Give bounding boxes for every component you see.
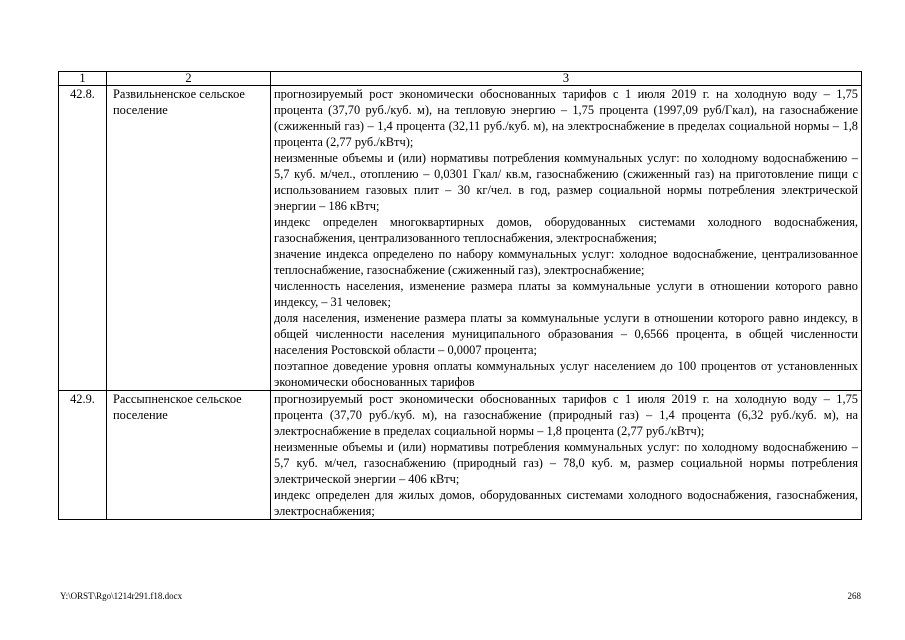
settlement-name: Рассыпненское сельское поселение [107,391,271,520]
row-number: 42.8. [59,86,107,391]
row-description [271,391,862,520]
column-header: 2 [107,72,271,86]
description-paragraph: доля населения, изменение размера платы за коммунальные услуги в отношении которого равно индексу, в общей численности населения муниципального образования – 0,6566 процента, в общей численности населения Ростовской области – 0,0007 процента; [274,311,858,357]
tariff-table [58,71,862,520]
table-row [59,391,862,520]
description-paragraph: численность населения, изменение размера платы за коммунальные услуги в отношении которого равно индексу, – 31 человек; [274,279,858,309]
settlement-name: Развильненское сельское поселение [107,86,271,391]
footer-file-path: Y:\ORST\Rgo\1214r291.f18.docx [60,591,183,601]
description-paragraph: неизменные объемы и (или) нормативы потребления коммунальных услуг: по холодному водоснабжению – 5,7 куб. м/чел., отоплению – 0,0301 Гкал/ кв.м, газоснабжению (сжиженный газ) на приготовление пищи с использованием газовых плит – 30 кг/чел. в год, размер социальной нормы потребления электрической энергии – 186 кВтч; [274,151,858,213]
description-paragraph: поэтапное доведение уровня оплаты коммунальных услуг населением до 100 процентов от установленных экономически обоснованных тарифов [274,359,858,389]
page-number: 268 [847,591,861,601]
description-paragraph: прогнозируемый рост экономически обоснованных тарифов с 1 июля 2019 г. на холодную воду – 1,75 процента (37,70 руб./куб. м), на газоснабжение (природный газ) – 1,4 процента (6,32 руб./куб. м), на электроснабжение в пределах социальной нормы – 1,8 процента (2,77 руб./кВтч); [274,392,858,438]
description-paragraph: индекс определен многоквартирных домов, оборудованных системами холодного водоснабжения, газоснабжения, централизованного теплоснабжения, электроснабжения; [274,215,858,245]
row-description [271,86,862,391]
description-paragraph: прогнозируемый рост экономически обоснованных тарифов с 1 июля 2019 г. на холодную воду – 1,75 процента (37,70 руб./куб. м), на тепловую энергию – 1,75 процента (1997,09 руб/Гкал), на газоснабжение (сжиженный газ) – 1,4 процента (32,11 руб./куб. м), на электроснабжение в пределах социальной нормы – 1,8 процента (2,77 руб./кВтч); [274,87,858,149]
description-paragraph: значение индекса определено по набору коммунальных услуг: холодное водоснабжение, централизованное теплоснабжение, газоснабжение (сжиженный газ), электроснабжение; [274,247,858,277]
row-number: 42.9. [59,391,107,520]
table-row [59,86,862,391]
description-paragraph: индекс определен для жилых домов, оборудованных системами холодного водоснабжения, газоснабжения, электроснабжения; [274,488,858,518]
table-header-row [59,72,862,86]
column-header: 1 [59,72,107,86]
column-header: 3 [271,72,862,86]
description-paragraph: неизменные объемы и (или) нормативы потребления коммунальных услуг: по холодному водоснабжению – 5,7 куб. м/чел, газоснабжению (природный газ) – 78,0 куб. м, размер социальной нормы потребления электрической энергии – 406 кВтч; [274,440,858,486]
